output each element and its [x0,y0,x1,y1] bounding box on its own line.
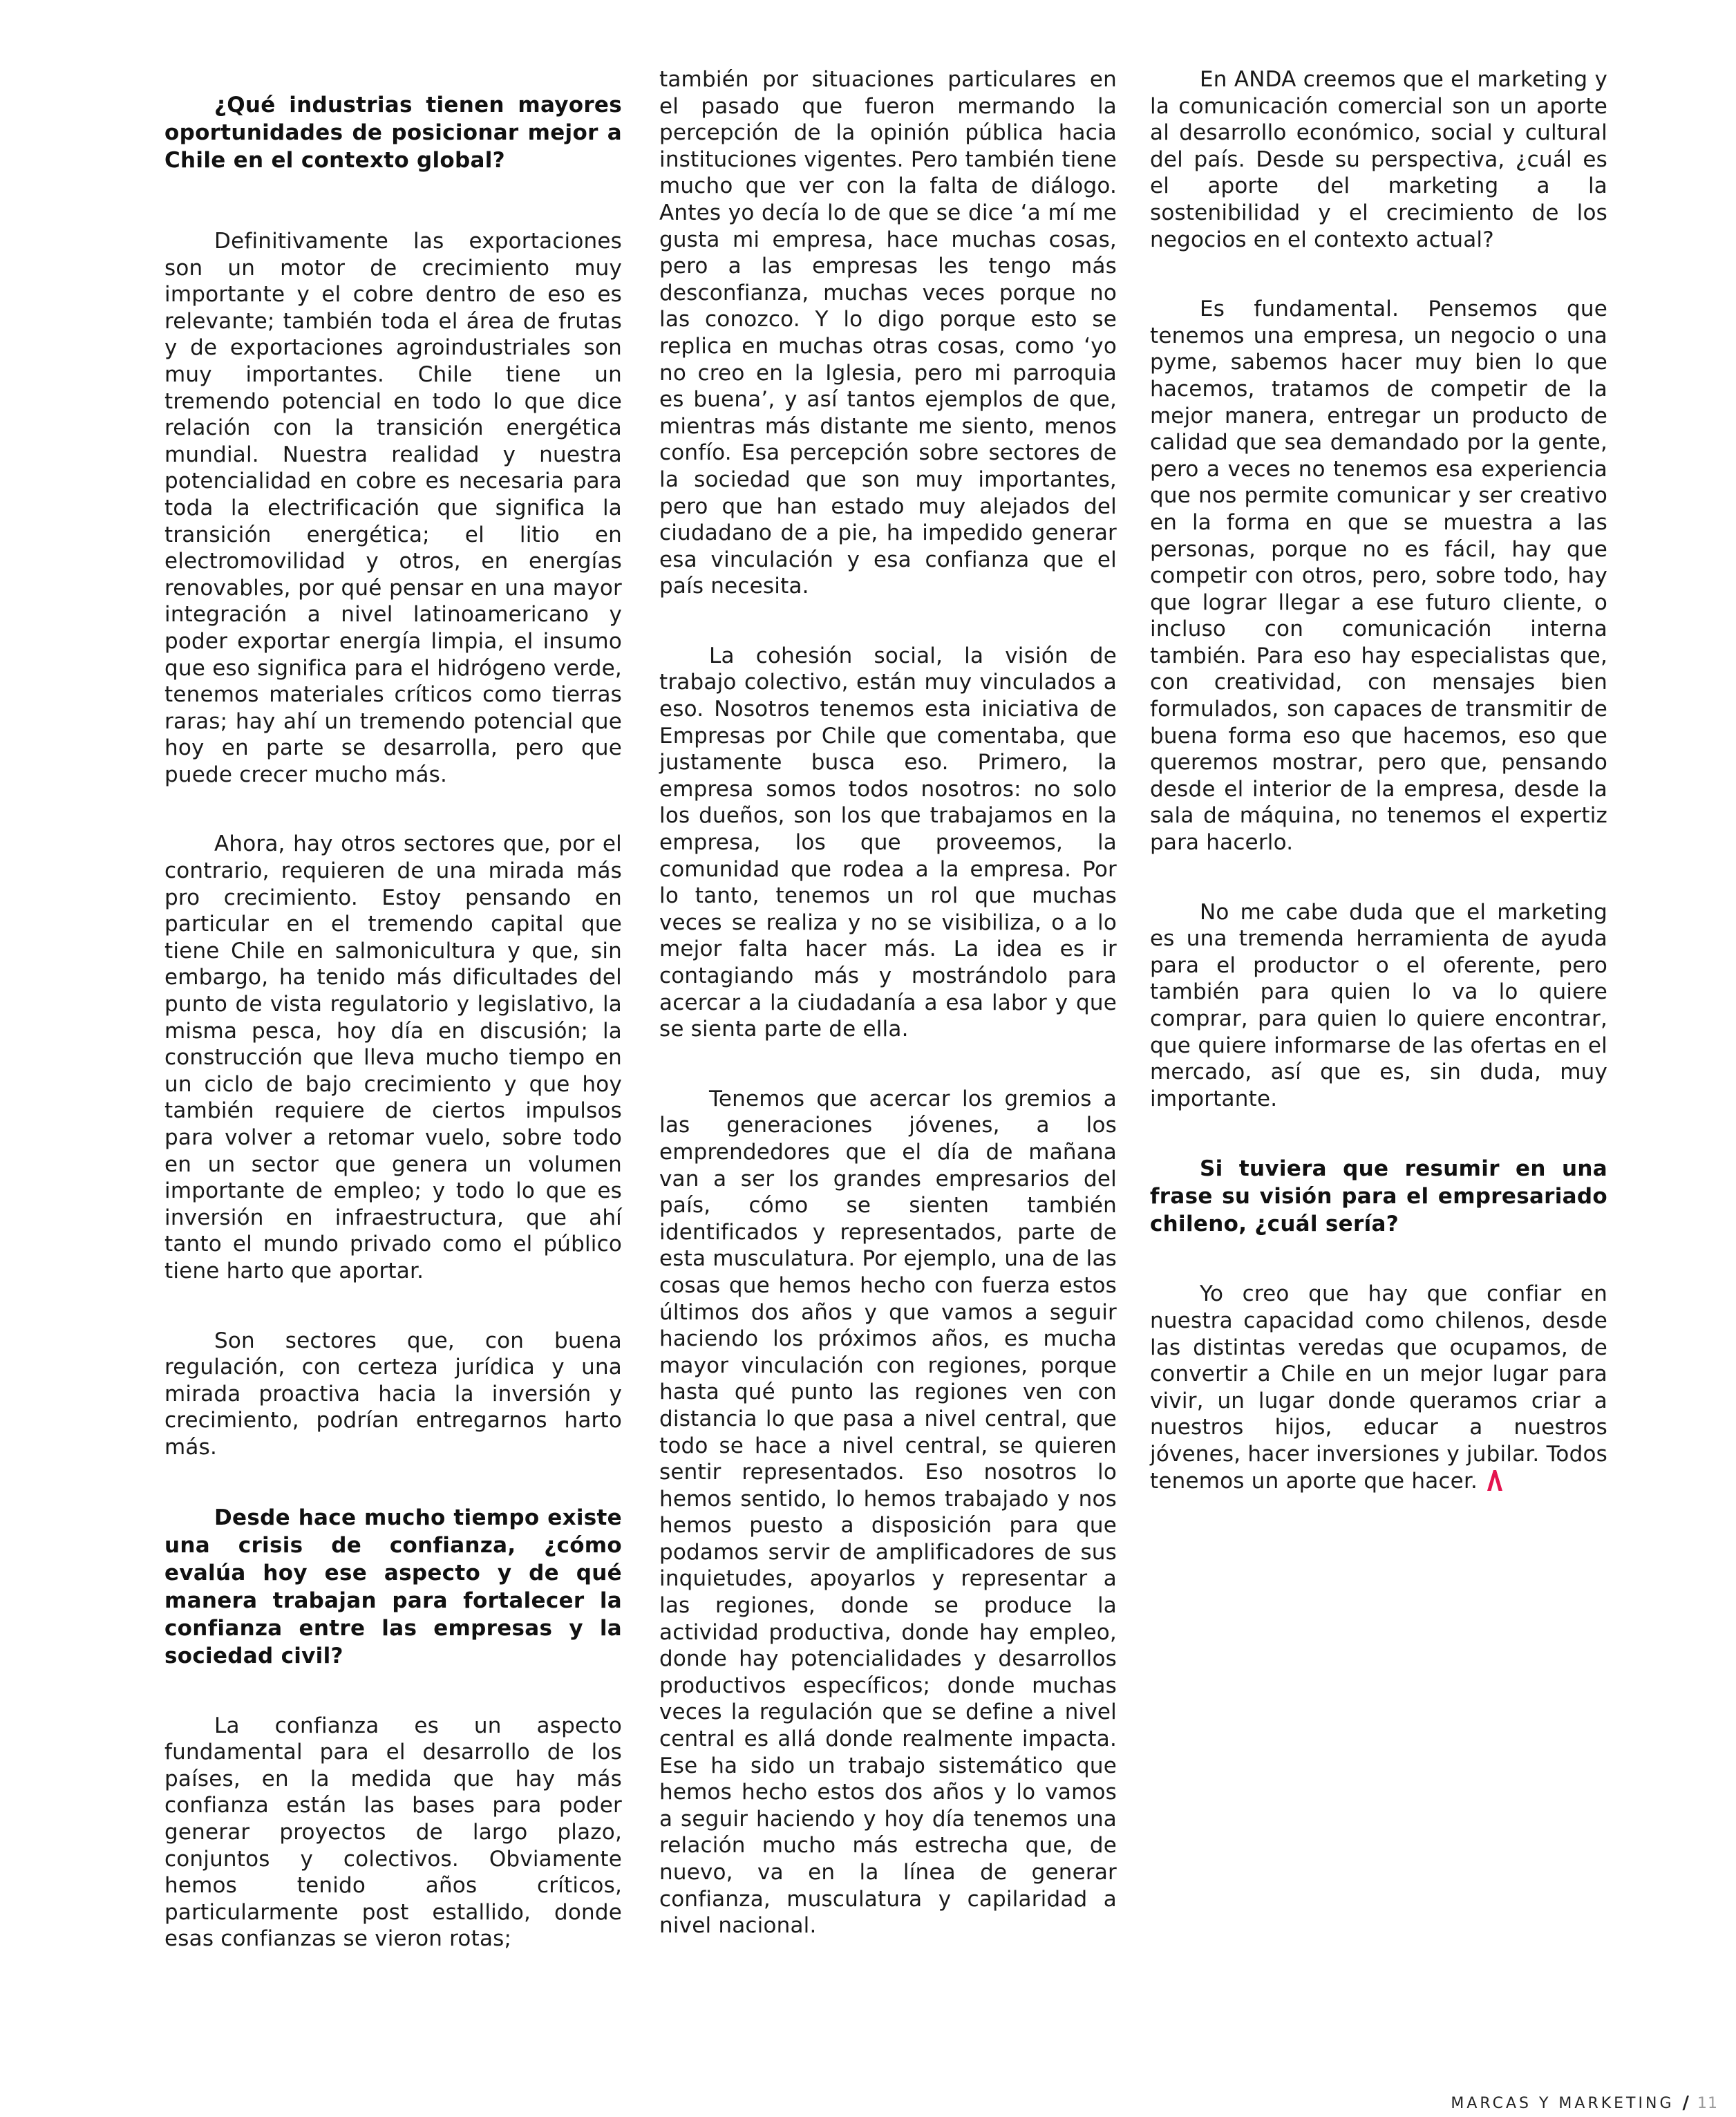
body-paragraph [1150,899,1607,1113]
footer-slash: / [1682,2093,1689,2114]
paragraph-text: Definitivamente las exportaciones son un motor de crecimiento muy importante y el cobre dentro de eso es relevante; también toda el área de frutas y de exportaciones agroindustriales son muy importantes. Chile tiene un tremendo potencial en todo lo que dice relación con la transición energética mundial. Nuestra realidad y nuestra potencialidad en cobre es necesaria para toda la electrificación que significa la transición energética; el litio en electromovilidad y otros, en energías renovables, por qué pensar en una mayor integración a nivel latinoamericano y poder exportar energía limpia, el insumo que eso significa para el hidrógeno verde, tenemos materiales críticos como tierras raras; hay ahí un tremendo potencial que hoy en parte se desarrolla, pero que puede crecer mucho más. [164,229,622,787]
paragraph-text: Es fundamental. Pensemos que tenemos una empresa, un negocio o una pyme, sabemos hacer muy bien lo que hacemos, tratamos de competir de la mejor manera, entregar un producto de calidad que sea demandado por la gente, pero a veces no tenemos esa experiencia que nos permite comunicar y ser creativo en la forma en que se muestra a las personas, porque no es fácil, hay que competir con otros, pero, sobre todo, hay que lograr llegar a ese futuro cliente, o incluso con comunicación interna también. Para eso hay especialistas que, con creatividad, con mensajes bien formulados, son capaces de transmitir de buena forma eso que hacemos, eso que queremos mostrar, pero que, pensando desde el interior de la empresa, desde la sala de máquina, no tenemos el expertiz para hacerlo. [1150,297,1607,856]
paragraph-text: La confianza es un aspecto fundamental para el desarrollo de los países, en la medida que hay más confianza están las bases para poder generar proyectos de largo plazo, conjuntos y colectivos. Obviamente hemos tenido años críticos, particularmente post estallido, donde esas confianzas se vieron rotas; [164,1713,622,1952]
interview-question [164,1504,622,1670]
article-column-2 [659,66,1117,1939]
body-paragraph [164,1713,622,1953]
body-paragraph [1150,296,1607,856]
interview-question [164,91,622,174]
body-paragraph [1150,66,1607,253]
page-number: 11 [1697,2094,1718,2112]
paragraph-text: Yo creo que hay que confiar en nuestra capacidad como chilenos, desde las distintas veredas que ocupamos, de convertir a Chile en un mejor lugar para vivir, un lugar donde queramos criar a nuestros hijos, educar a nuestros jóvenes, hacer inversiones y jubilar. Todos tenemos un aporte que hacer. [1150,1281,1607,1494]
paragraph-text: No me cabe duda que el marketing es una tremenda herramienta de ayuda para el productor o el oferente, pero también para quien lo va lo quiere comprar, para quien lo quiere encontrar, que quiere informarse de las ofertas en el mercado, así que es, sin duda, muy importante. [1150,899,1607,1111]
body-paragraph [659,643,1117,1043]
question-text: Si tuviera que resumir en una frase su visión para el empresariado chileno, ¿cuál sería? [1150,1156,1607,1237]
brand-chevron-icon [1486,1469,1504,1491]
article-column-3 [1150,66,1607,1537]
body-paragraph [164,228,622,788]
body-paragraph [1150,1281,1607,1494]
page-footer [1451,2093,1718,2114]
paragraph-text: Tenemos que acercar los gremios a las generaciones jóvenes, a los emprendedores que el día de mañana van a ser los grandes empresarios del país, cómo se sienten también identificados y representados, parte de esta musculatura. Por ejemplo, una de las cosas que hemos hecho con fuerza estos últimos dos años y que vamos a seguir haciendo los próximos años, es mucha mayor vinculación con regiones, porque hasta qué punto las regiones ven con distancia lo que pasa a nivel central, que todo se hace a nivel central, se quieren sentir representados. Eso nosotros lo hemos sentido, lo hemos trabajado y nos hemos puesto a disposición para que podamos servir de amplificadores de sus inquietudes, apoyarlos y representar a las regiones, donde se produce la actividad productiva, donde hay empleo, donde hay potencialidades y desarrollos productivos específicos; donde muchas veces la regulación que se define a nivel central es allá donde realmente impacta. Ese ha sido un trabajo sistemático que hemos hecho estos dos años y lo vamos a seguir haciendo y hoy día tenemos una relación mucho más estrecha que, de nuevo, va en la línea de generar confianza, musculatura y capilaridad a nivel nacional. [659,1086,1117,1939]
paragraph-text: Ahora, hay otros sectores que, por el contrario, requieren de una mirada más pro crecimiento. Estoy pensando en particular en el tremendo capital que tiene Chile en salmonicultura y que, sin embargo, ha tenido más dificultades del punto de vista regulatorio y legislativo, la misma pesca, hoy día en discusión; la construcción que lleva mucho tiempo en un ciclo de bajo crecimiento y que hoy también requiere de ciertos impulsos para volver a retomar vuelo, sobre todo en un sector que genera un volumen importante de empleo; y todo lo que es inversión en infraestructura, que ahí tanto el mundo privado como el público tiene harto que aportar. [164,831,622,1283]
paragraph-text: Son sectores que, con buena regulación, con certeza jurídica y una mirada proactiva hacia la inversión y crecimiento, podrían entregarnos harto más. [164,1328,622,1460]
question-text: ¿Qué industrias tienen mayores oportunidades de posicionar mejor a Chile en el contexto global? [164,93,622,173]
paragraph-text: La cohesión social, la visión de trabajo colectivo, están muy vinculados a eso. Nosotros tenemos esta iniciativa de Empresas por Chile que comentaba, que justamente busca eso. Primero, la empresa somos todos nosotros: no solo los dueños, son los que trabajamos en la empresa, los que proveemos, la comunidad que rodea a la empresa. Por lo tanto, tenemos un rol que muchas veces se realiza y no se visibiliza, o a lo mejor falta hacer más. La idea es ir contagiando más y mostrándolo para acercar a la ciudadanía a esa labor y que se sienta parte de ella. [659,643,1117,1042]
body-paragraph [164,831,622,1284]
footer-section-title: MARCAS Y MARKETING [1451,2094,1674,2112]
question-text: Desde hace mucho tiempo existe una crisis de confianza, ¿cómo evalúa hoy ese aspecto y de qué manera trabajan para fortalecer la confianza entre las empresas y la sociedad civil? [164,1505,622,1668]
body-paragraph [659,66,1117,600]
body-paragraph [659,1086,1117,1939]
body-paragraph [164,1328,622,1461]
paragraph-text: En ANDA creemos que el marketing y la comunicación comercial son un aporte al desarrollo económico, social y cultural del país. Desde su perspectiva, ¿cuál es el aporte del marketing a la sostenibilidad y el crecimiento de los negocios en el contexto actual? [1150,67,1607,252]
paragraph-text: también por situaciones particulares en el pasado que fueron mermando la percepción de la opinión pública hacia instituciones vigentes. Pero también tiene mucho que ver con la falta de diálogo. Antes yo decía lo de que se dice ‘a mí me gusta mi empresa, hace muchas cosas, pero a las empresas les tengo más desconfianza, muchas veces porque no las conozco. Y lo digo porque esto se replica en muchas otras cosas, como ‘yo no creo en la Iglesia, pero mi parroquia es buena’, y así tantos ejemplos de que, mientras más distante me siento, menos confío. Esa percepción sobre sectores de la sociedad que son muy importantes, pero que han estado muy alejados del ciudadano de a pie, ha impedido generar esa vinculación y esa confianza que el país necesita. [659,67,1117,599]
article-column-1 [164,66,622,1953]
interview-question [1150,1155,1607,1238]
